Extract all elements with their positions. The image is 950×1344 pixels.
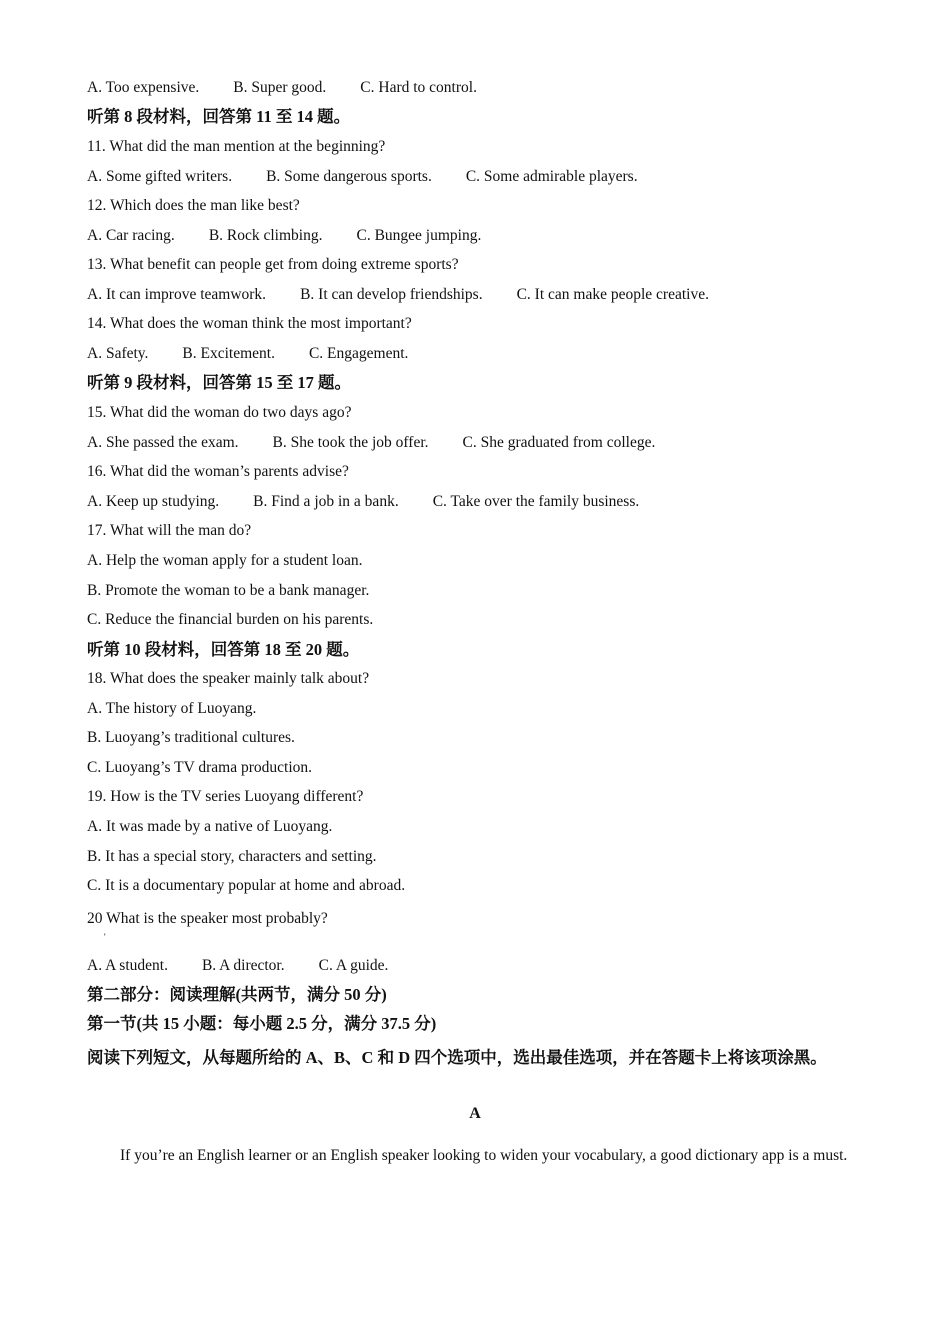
question-11: 11. What did the man mention at the beginning?	[87, 138, 386, 155]
option-a: A. Keep up studying.	[87, 493, 220, 510]
q10-options	[87, 78, 477, 98]
option-a: A. Car racing.	[87, 227, 175, 244]
section-9-header: 听第 9 段材料，回答第 15 至 17 题。	[87, 373, 351, 392]
option-b: B. She took the job offer.	[272, 434, 429, 451]
question-19: 19. How is the TV series Luoyang different?	[87, 788, 364, 805]
option-c: C. It can make people creative.	[516, 286, 709, 303]
question-15: 15. What did the woman do two days ago?	[87, 404, 352, 421]
option-b: B. Some dangerous sports.	[266, 168, 432, 185]
option-b: B. Excitement.	[182, 345, 275, 362]
option-c: C. A guide.	[318, 957, 389, 974]
question-12: 12. Which does the man like best?	[87, 197, 300, 214]
q20-options	[87, 956, 388, 976]
option-a: A. Safety.	[87, 345, 149, 362]
q16-options	[87, 492, 639, 512]
option-c: C. Take over the family business.	[432, 493, 640, 510]
stray-mark: '	[104, 932, 106, 942]
option-c: C. Hard to control.	[360, 79, 477, 96]
q14-options	[87, 344, 408, 364]
question-20: 20 What is the speaker most probably?	[87, 910, 328, 927]
q13-options	[87, 285, 709, 305]
question-16: 16. What did the woman’s parents advise?	[87, 463, 349, 480]
section-10-header: 听第 10 段材料，回答第 18 至 20 题。	[87, 640, 360, 659]
q17-option-b: B. Promote the woman to be a bank manager.	[87, 582, 370, 599]
option-a: A. A student.	[87, 957, 168, 974]
option-a: A. She passed the exam.	[87, 434, 239, 451]
option-c: C. Engagement.	[308, 345, 409, 362]
question-14: 14. What does the woman think the most important?	[87, 315, 412, 332]
q18-option-a: A. The history of Luoyang.	[87, 700, 257, 717]
section-8-header: 听第 8 段材料，回答第 11 至 14 题。	[87, 107, 351, 126]
question-18: 18. What does the speaker mainly talk about?	[87, 670, 370, 687]
option-b: B. Super good.	[233, 79, 327, 96]
question-13: 13. What benefit can people get from doing extreme sports?	[87, 256, 459, 273]
q11-options	[87, 167, 638, 187]
q19-option-b: B. It has a special story, characters and setting.	[87, 848, 377, 865]
q19-option-c: C. It is a documentary popular at home and abroad.	[87, 877, 406, 894]
question-17: 17. What will the man do?	[87, 522, 252, 539]
option-a: A. Some gifted writers.	[87, 168, 233, 185]
section-1-header: 第一节(共 15 小题：每小题 2.5 分，满分 37.5 分)	[87, 1014, 437, 1033]
q19-option-a: A. It was made by a native of Luoyang.	[87, 818, 333, 835]
reading-instructions: 阅读下列短文，从每题所给的 A、B、C 和 D 四个选项中，选出最佳选项，并在答题卡上将该项涂黑。	[87, 1048, 827, 1067]
option-c: C. Some admirable players.	[465, 168, 638, 185]
passage-title: A	[469, 1105, 481, 1122]
q12-options	[87, 226, 481, 246]
q18-option-b: B. Luoyang’s traditional cultures.	[87, 729, 295, 746]
option-b: B. It can develop friendships.	[300, 286, 483, 303]
option-b: B. A director.	[201, 957, 285, 974]
q17-option-a: A. Help the woman apply for a student loan.	[87, 552, 363, 569]
option-b: B. Find a job in a bank.	[253, 493, 399, 510]
part-2-header: 第二部分：阅读理解(共两节，满分 50 分)	[87, 985, 387, 1004]
option-c: C. She graduated from college.	[462, 434, 656, 451]
q15-options	[87, 433, 655, 453]
option-c: C. Bungee jumping.	[356, 227, 482, 244]
option-b: B. Rock climbing.	[208, 227, 323, 244]
passage-paragraph: If you’re an English learner or an English speaker looking to widen your vocabulary, a good dictionary app is a must.	[120, 1147, 848, 1164]
option-a: A. Too expensive.	[87, 79, 200, 96]
q18-option-c: C. Luoyang’s TV drama production.	[87, 759, 313, 776]
q17-option-c: C. Reduce the financial burden on his parents.	[87, 611, 374, 628]
option-a: A. It can improve teamwork.	[87, 286, 267, 303]
